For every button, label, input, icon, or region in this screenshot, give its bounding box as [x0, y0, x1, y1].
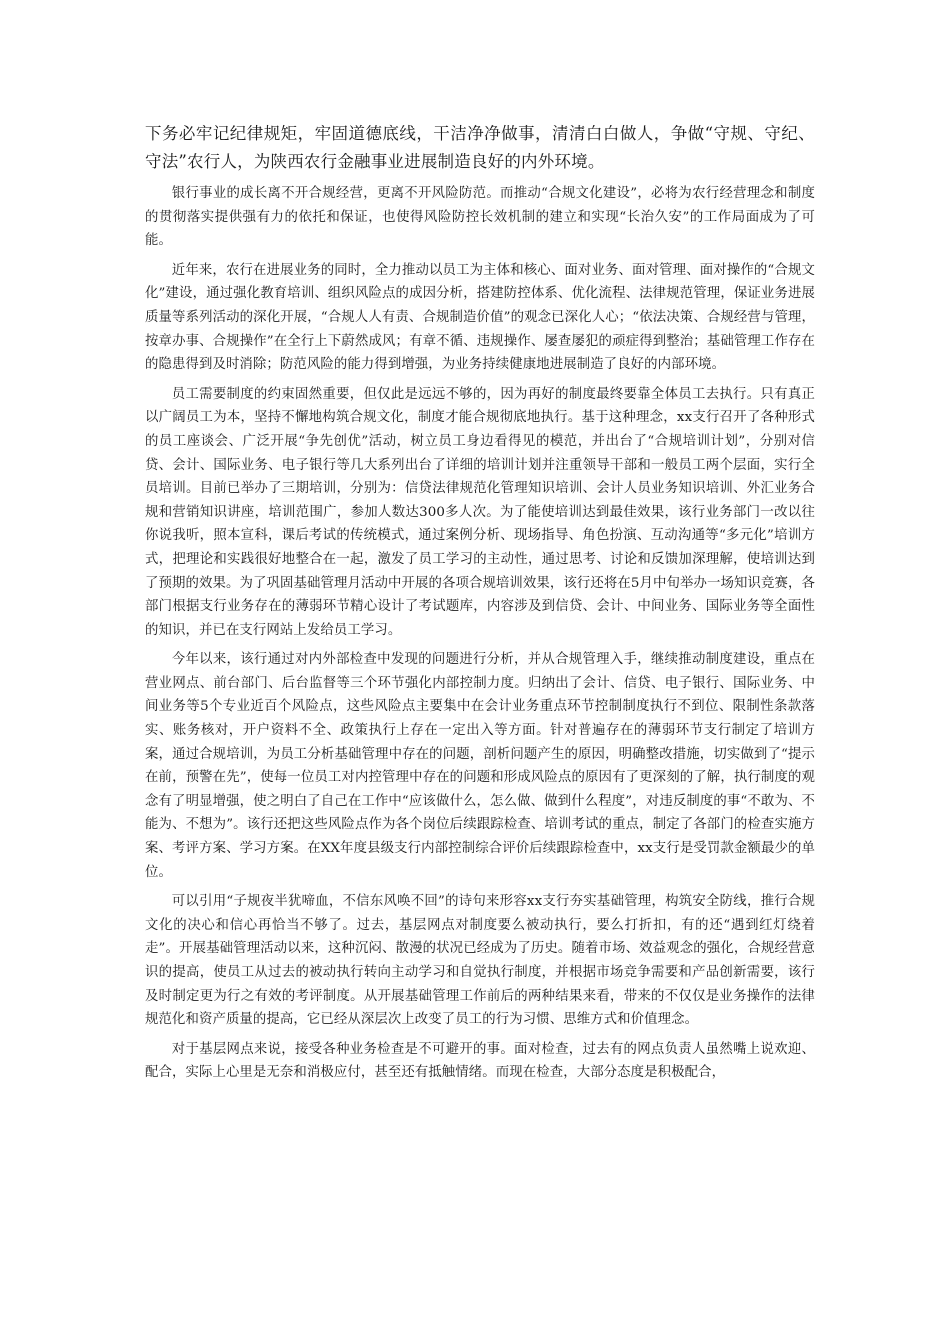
paragraph-risk-points: 今年以来，该行通过对内外部检查中发现的问题进行分析，并从合规管理入手，继续推动制度建设，重点在营业网点、前台部门、后台监督等三个环节强化内部控制力度。归纳出了会计、信贷、电子银行、国际业务、中间业务等5个专业近百个风险点，这些风险点主要集中在会计业务重点环节控制制度执行不到位、限制性条款落实、账务核对，开户资料不全、政策执行上存在一定出入等方面。针对普遍存在的薄弱环节支行制定了培训方案，通过合规培训，为员工分析基础管理中存在的问题，剖析问题产生的原因，明确整改措施，切实做到了“提示在前，预警在先”，使每一位员工对内控管理中存在的问题和形成风险点的原因有了更深刻的了解，执行制度的观念有了明显增强，使之明白了自己在工作中“应该做什么，怎么做、做到什么程度”，对违反制度的事“不敢为、不能为、不想为”。该行还把这些风险点作为各个岗位后续跟踪检查、培训考试的重点，制定了各部门的检查实施方案、考评方案、学习方案。在XX年度县级支行内部控制综合评价后续跟踪检查中，xx支行是受罚款金额最少的单位。 — [145, 652, 815, 880]
paragraph-training: 员工需要制度的约束固然重要，但仅此是远远不够的，因为再好的制度最终要靠全体员工去执行。只有真正以广阔员工为本，坚持不懈地构筑合规文化，制度才能合规彻底地执行。基于这种理念，xx支行召开了各种形式的员工座谈会、广泛开展“争先创优”活动，树立员工身边看得见的模范，并出台了“合规培训计划”，分别对信贷、会计、国际业务、电子银行等几大系列出台了详细的培训计划并注重领导干部和一般员工两个层面，实行全员培训。目前已举办了三期培训，分别为：信贷法律规范化管理知识培训、会计人员业务知识培训、外汇业务合规和营销知识讲座，培训范围广，参加人数达300多人次。为了能使培训达到最佳效果，该行业务部门一改以往你说我听，照本宣科，课后考试的传统模式，通过案例分析、现场指导、角色扮演、互动沟通等“多元化”培训方式，把理论和实践很好地整合在一起，激发了员工学习的主动性，通过思考、讨论和反馈加深理解，使培训达到了预期的效果。为了巩固基础管理月活动中开展的各项合规培训效果，该行还将在5月中旬举办一场知识竞赛，各部门根据支行业务存在的薄弱环节精心设计了考试题库，内容涉及到信贷、会计、中间业务、国际业务等全面性的知识，并已在支行网站上发给员工学习。 — [145, 386, 815, 638]
paragraph-basic-management: 可以引用“子规夜半犹啼血，不信东风唤不回”的诗句来形容xx支行夯实基础管理，构筑安全防线，推行合规文化的决心和信心再恰当不够了。过去，基层网点对制度要么被动执行，要么打折扣，有的还“遇到红灯绕着走”。开展基础管理活动以来，这种沉闷、散漫的状况已经成为了历史。随着市场、效益观念的强化，合规经营意识的提高，使员工从过去的被动执行转向主动学习和自觉执行制度，并根据市场竞争需要和产品创新需要，该行及时制定更为行之有效的考评制度。从开展基础管理工作前后的两种结果来看，带来的不仅仅是业务操作的法律规范化和资产质量的提高，它已经从深层次上改变了员工的行为习惯、思维方式和价值理念。 — [145, 894, 815, 1028]
document-page — [145, 120, 815, 1091]
lead-paragraph: 下务必牢记纪律规矩，牢固道德底线，干洁净净做事，清清白白做人，争做“守规、守纪、守法”农行人，为陕西农行金融事业进展制造良好的内外环境。 — [145, 124, 815, 171]
paragraph-inspections: 对于基层网点来说，接受各种业务检查是不可避开的事。面对检查，过去有的网点负责人虽然嘴上说欢迎、配合，实际上心里是无奈和消极应付，甚至还有抵触情绪。而现在检查，大部分态度是积极配合， — [145, 1041, 815, 1081]
paragraph-compliance-intro: 银行事业的成长离不开合规经营，更离不开风险防范。而推动“合规文化建设”，必将为农行经营理念和制度的贯彻落实提供强有力的依托和保证，也使得风险防控长效机制的建立和实现“长治久安”的工作局面成为了可能。 — [145, 186, 815, 249]
paragraph-compliance-culture: 近年来，农行在进展业务的同时，全力推动以员工为主体和核心、面对业务、面对管理、面对操作的“合规文化”建设，通过强化教育培训、组织风险点的成因分析，搭建防控体系、优化流程、法律规范管理，保证业务进展质量等系列活动的深化开展，“合规人人有责、合规制造价值”的观念已深化人心；“依法决策、合规经营与管理，按章办事、合规操作”在全行上下蔚然成风；有章不循、违规操作、屡查屡犯的顽症得到整治；基础管理工作存在的隐患得到及时消除；防范风险的能力得到增强，为业务持续健康地进展制造了良好的内部环境。 — [145, 262, 815, 373]
